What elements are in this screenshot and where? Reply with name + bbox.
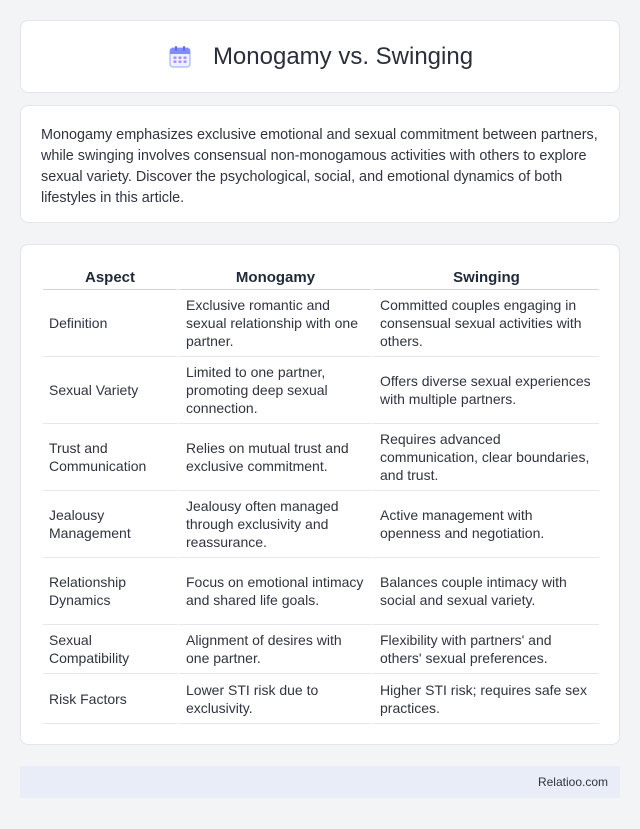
aspect-cell: Definition (43, 290, 177, 357)
monogamy-cell: Jealousy often managed through exclusivity and reassurance. (177, 491, 371, 558)
comparison-table (43, 263, 599, 724)
swinging-cell: Balances couple intimacy with social and sexual variety. (371, 558, 599, 625)
footer-bar (20, 766, 620, 798)
swinging-cell: Offers diverse sexual experiences with multiple partners. (371, 357, 599, 424)
intro-card (20, 105, 620, 223)
header-aspect: Aspect (43, 263, 177, 290)
table-row (43, 290, 599, 357)
swinging-cell: Requires advanced communication, clear boundaries, and trust. (371, 424, 599, 491)
comparison-card (20, 244, 620, 745)
monogamy-cell: Exclusive romantic and sexual relationship with one partner. (177, 290, 371, 357)
aspect-cell: Jealousy Management (43, 491, 177, 558)
table-row (43, 558, 599, 625)
table-header-row (43, 263, 599, 290)
swinging-cell: Flexibility with partners' and others' sexual preferences. (371, 625, 599, 674)
aspect-cell: Relationship Dynamics (43, 558, 177, 625)
table-row (43, 357, 599, 424)
title-row (167, 43, 473, 71)
table-row (43, 625, 599, 674)
table-row (43, 424, 599, 491)
aspect-cell: Trust and Communication (43, 424, 177, 491)
monogamy-cell: Limited to one partner, promoting deep sexual connection. (177, 357, 371, 424)
monogamy-cell: Relies on mutual trust and exclusive commitment. (177, 424, 371, 491)
footer-site-name: Relatioo.com (537, 775, 608, 789)
swinging-cell: Active management with openness and negotiation. (371, 491, 599, 558)
swinging-cell: Committed couples engaging in consensual sexual activities with others. (371, 290, 599, 357)
table-row (43, 491, 599, 558)
page-title: Monogamy vs. Swinging (212, 42, 474, 70)
aspect-cell: Risk Factors (43, 674, 177, 724)
swinging-cell: Higher STI risk; requires safe sex practices. (371, 674, 599, 724)
monogamy-cell: Focus on emotional intimacy and shared life goals. (177, 558, 371, 625)
aspect-cell: Sexual Variety (43, 357, 177, 424)
monogamy-cell: Alignment of desires with one partner. (177, 625, 371, 674)
aspect-cell: Sexual Compatibility (43, 625, 177, 674)
title-card (20, 20, 620, 93)
calendar-icon (167, 44, 193, 70)
header-monogamy: Monogamy (177, 263, 371, 290)
intro-paragraph: Monogamy emphasizes exclusive emotional and sexual commitment between partners, while swinging involves consensual non-monogamous activities with others to explore sexual variety. Discover the psychological, social, and emotional dynamics of both lifestyles in this article. (41, 127, 598, 206)
header-swinging: Swinging (371, 263, 599, 290)
monogamy-cell: Lower STI risk due to exclusivity. (177, 674, 371, 724)
table-row (43, 674, 599, 724)
